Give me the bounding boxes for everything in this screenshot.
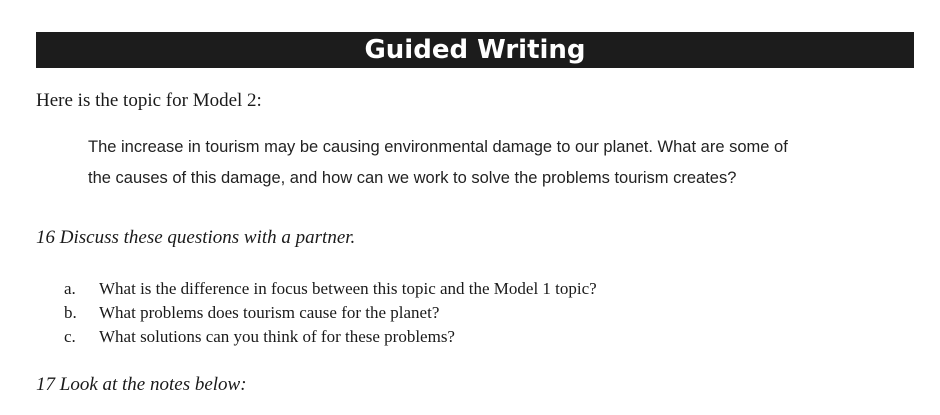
question-text: What solutions can you think of for these problems? bbox=[99, 327, 455, 346]
question-letter: a. bbox=[64, 279, 76, 298]
question-letter: b. bbox=[64, 303, 77, 322]
task-16-heading: 16 Discuss these questions with a partner. bbox=[36, 227, 356, 248]
list-item bbox=[64, 301, 597, 325]
topic-line: The increase in tourism may be causing environmental damage to our planet. What are some of bbox=[88, 138, 788, 156]
topic-prompt bbox=[88, 132, 918, 194]
question-text: What problems does tourism cause for the planet? bbox=[99, 303, 440, 322]
section-title: Guided Writing bbox=[364, 35, 586, 65]
section-banner bbox=[36, 32, 914, 68]
question-letter: c. bbox=[64, 327, 76, 346]
task-17-heading: 17 Look at the notes below: bbox=[36, 374, 247, 395]
intro-text: Here is the topic for Model 2: bbox=[36, 90, 262, 111]
list-item bbox=[64, 325, 597, 349]
question-text: What is the difference in focus between this topic and the Model 1 topic? bbox=[99, 279, 597, 298]
list-item bbox=[64, 277, 597, 301]
question-list bbox=[64, 277, 597, 349]
topic-line: the causes of this damage, and how can we work to solve the problems tourism creates? bbox=[88, 169, 737, 187]
